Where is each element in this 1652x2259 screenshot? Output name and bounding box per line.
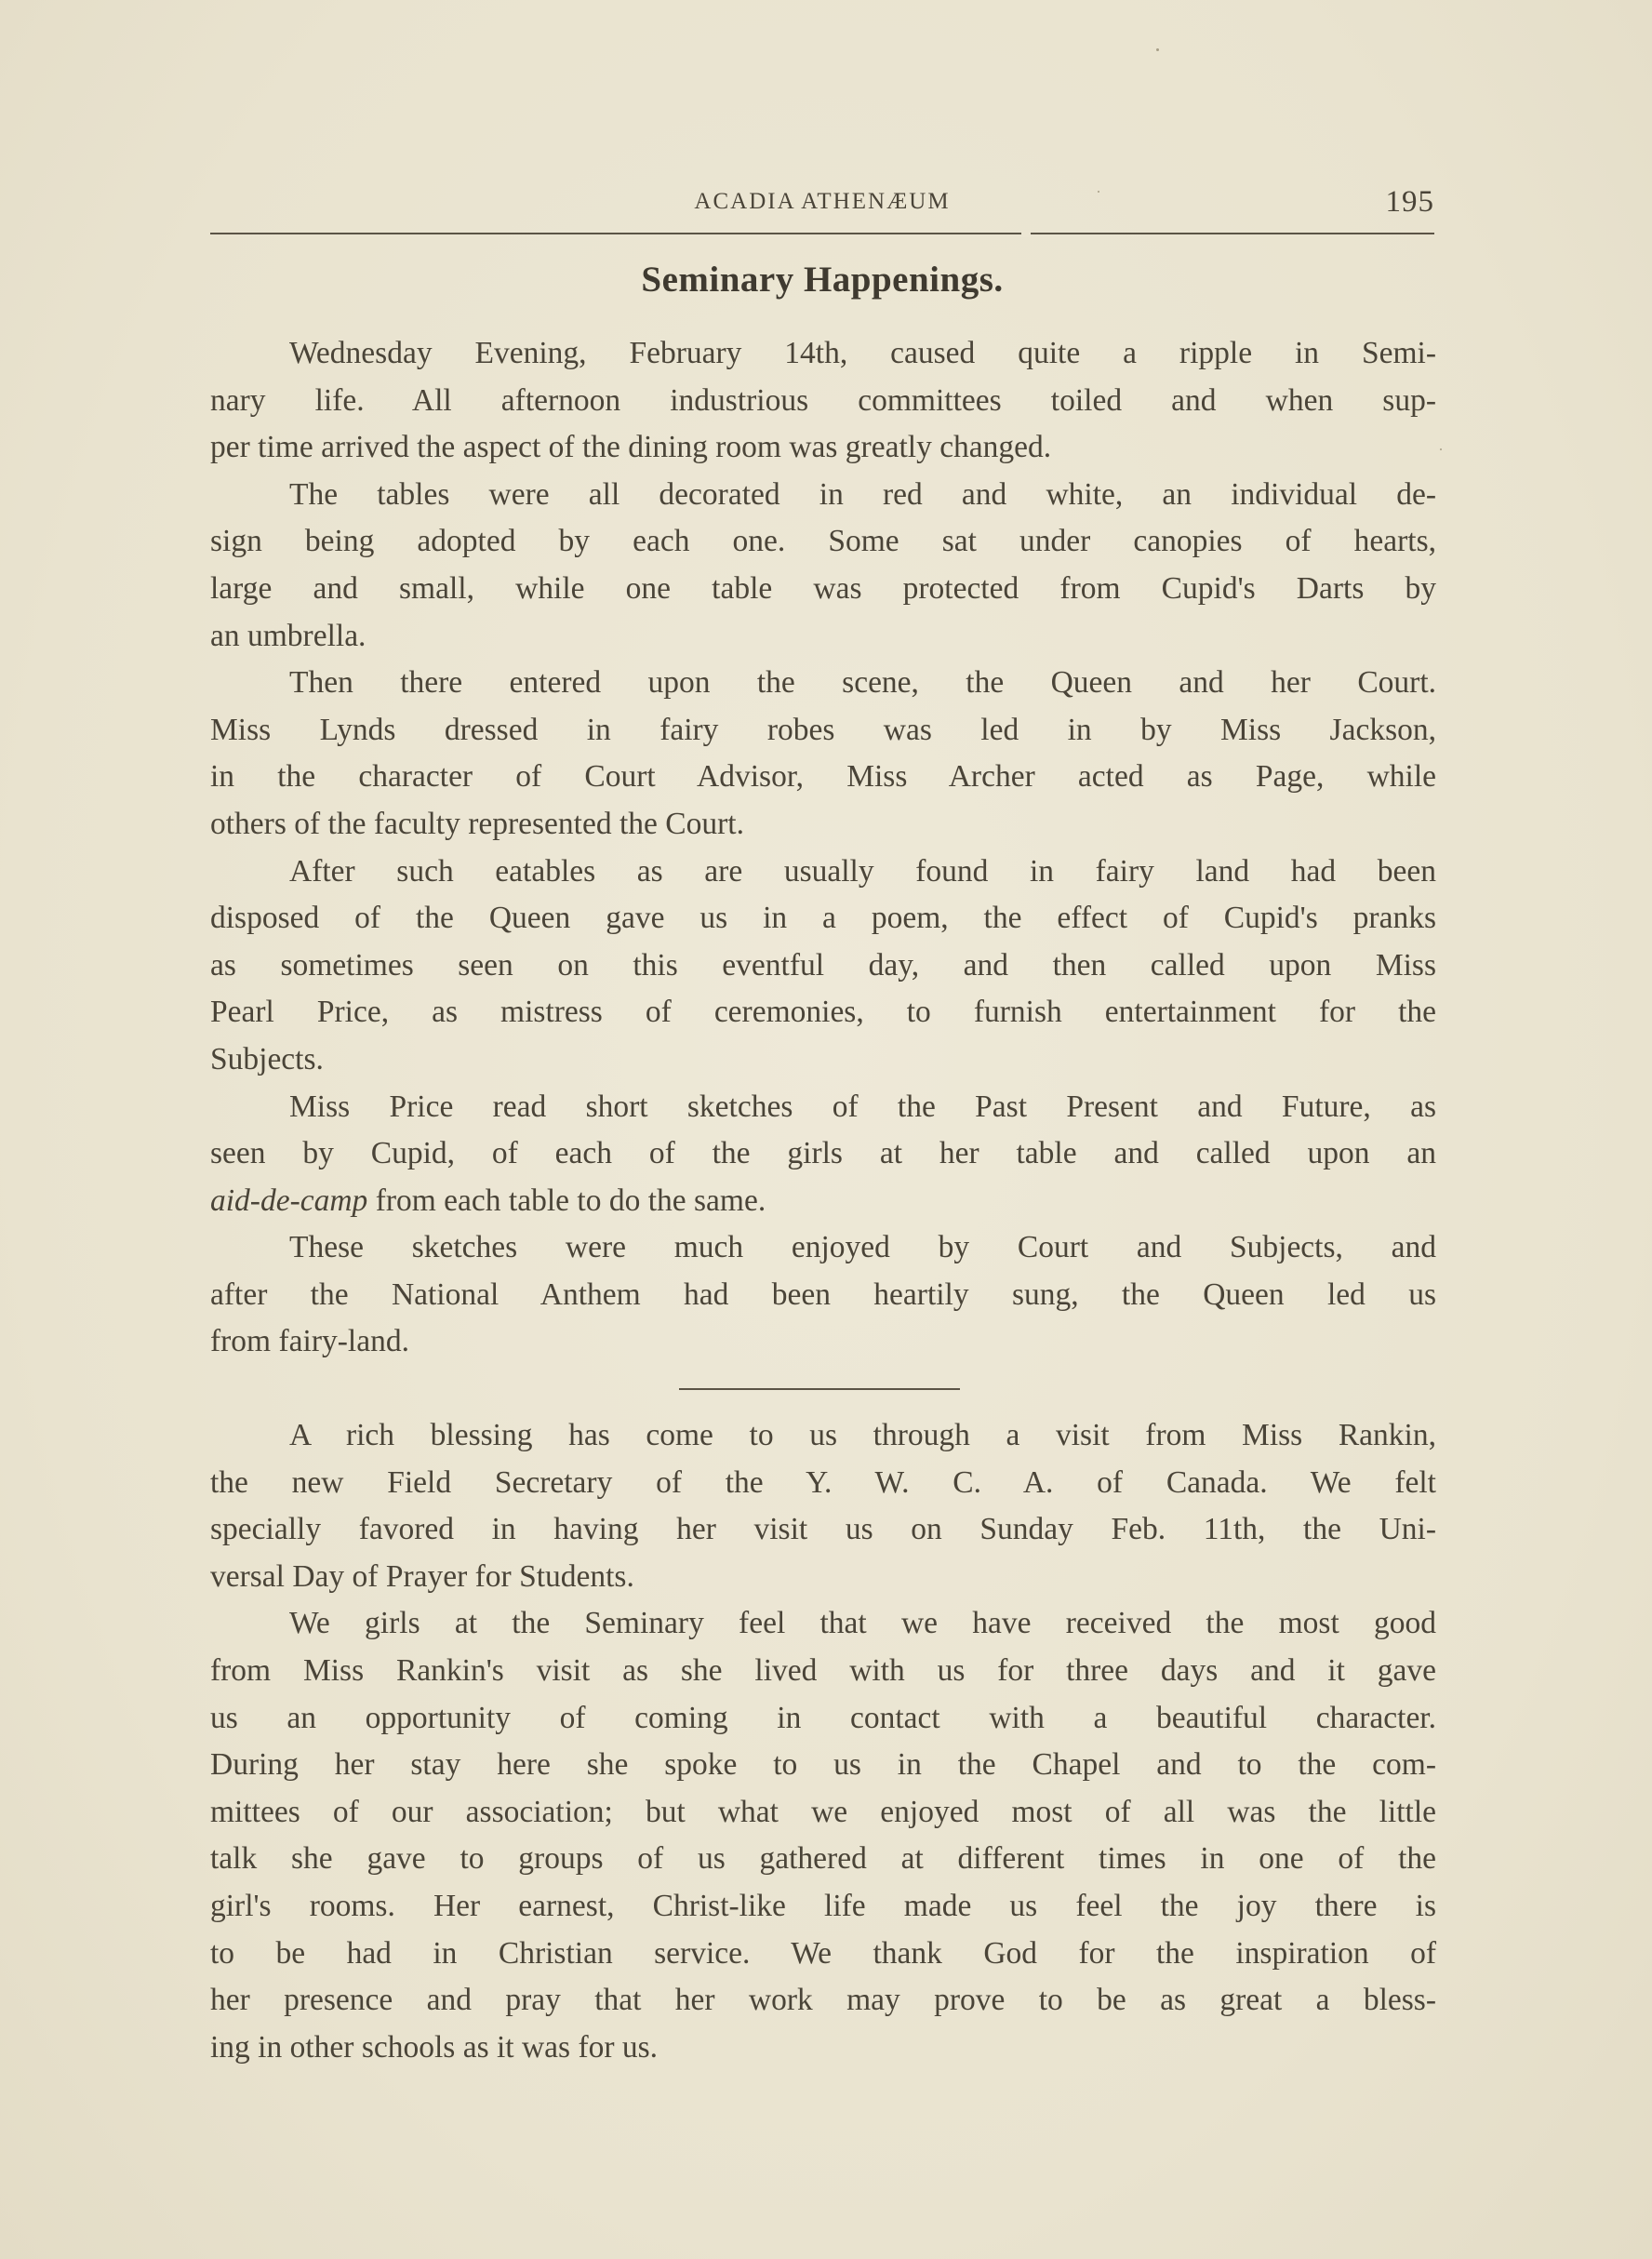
paragraph: [210, 472, 1436, 660]
text-line: to be had in Christian service. We thank God for the inspiration of: [210, 1935, 1436, 1971]
header-rule: [210, 233, 1434, 234]
text-line: disposed of the Queen gave us in a poem, the effect of Cupid's pranks: [210, 901, 1436, 936]
text-line: large and small, while one table was protected from Cupid's Darts by: [210, 570, 1436, 606]
text-line: Then there entered upon the scene, the Queen and her Court.: [289, 665, 1436, 701]
text-line: nary life. All afternoon industrious committees toiled and when sup-: [210, 382, 1436, 418]
text-line: as sometimes seen on this eventful day, and then called upon Miss: [210, 947, 1436, 982]
text-line: seen by Cupid, of each of the girls at her table and called upon an: [210, 1136, 1436, 1171]
text-line: These sketches were much enjoyed by Court and Subjects, and: [289, 1230, 1436, 1265]
paragraph: [210, 1600, 1436, 2071]
text-line: girl's rooms. Her earnest, Christ-like life made us feel the joy there is: [210, 1888, 1436, 1923]
text-fragment: from each table to do the same.: [367, 1183, 766, 1218]
text-line: A rich blessing has come to us through a visit from Miss Rankin,: [289, 1418, 1436, 1452]
text-line: Pearl Price, as mistress of ceremonies, to furnish entertainment for the: [210, 995, 1436, 1030]
text-line: The tables were all decorated in red and white, an individual de-: [289, 476, 1436, 512]
running-head: [210, 185, 1434, 226]
text-line: [210, 1178, 1436, 1225]
paper-speck: [1440, 448, 1442, 450]
text-line: per time arrived the aspect of the dining room was greatly changed.: [210, 430, 1052, 465]
text-line: specially favored in having her visit us on Sunday Feb. 11th, the Uni-: [210, 1512, 1436, 1547]
header-rule-break: [1021, 230, 1031, 237]
article-ywca-visit: [210, 1412, 1436, 2071]
paragraph: [210, 660, 1436, 848]
paragraph: [210, 1224, 1436, 1366]
text-line: the new Field Secretary of the Y. W. C. A. of Canada. We felt: [210, 1464, 1436, 1500]
text-line: talk she gave to groups of us gathered at different times in one of the: [210, 1841, 1436, 1877]
paper-speck: [1156, 48, 1159, 51]
section-title: Seminary Happenings.: [641, 260, 1004, 300]
text-line: from Miss Rankin's visit as she lived with us for three days and it gave: [210, 1652, 1436, 1688]
paragraph: [210, 1084, 1436, 1225]
text-line: Miss Price read short sketches of the Past Present and Future, as: [289, 1089, 1436, 1124]
journal-title: ACADIA ATHENÆUM: [694, 189, 951, 214]
text-line: from fairy-land.: [210, 1324, 409, 1359]
section-divider: [679, 1388, 960, 1390]
text-line: us an opportunity of coming in contact with a beautiful character.: [210, 1700, 1436, 1735]
text-line: Miss Lynds dressed in fairy robes was led in by Miss Jackson,: [210, 712, 1436, 747]
page-number: 195: [1385, 185, 1434, 219]
text-line: an umbrella.: [210, 618, 366, 653]
text-line: We girls at the Seminary feel that we have received the most good: [289, 1606, 1436, 1641]
text-line: her presence and pray that her work may prove to be as great a bless-: [210, 1983, 1436, 2018]
paragraph: [210, 1412, 1436, 1600]
text-line: After such eatables as are usually found in fairy land had been: [289, 853, 1436, 889]
paragraph: [210, 849, 1436, 1084]
text-line: During her stay here she spoke to us in the Chapel and to the com-: [210, 1747, 1436, 1783]
text-line: mittees of our association; but what we enjoyed most of all was the little: [210, 1794, 1436, 1829]
text-line: versal Day of Prayer for Students.: [210, 1558, 634, 1594]
article-seminary-happenings: [210, 330, 1436, 1366]
text-line: Wednesday Evening, February 14th, caused quite a ripple in Semi-: [289, 336, 1436, 370]
text-line: in the character of Court Advisor, Miss Archer acted as Page, while: [210, 759, 1436, 795]
paragraph: [210, 330, 1436, 472]
italic-phrase: aid-de-camp: [210, 1183, 368, 1218]
paper-speck: [1098, 191, 1099, 193]
text-line: ing in other schools as it was for us.: [210, 2029, 659, 2065]
text-line: Subjects.: [210, 1041, 324, 1076]
text-line: others of the faculty represented the Court.: [210, 806, 744, 841]
text-line: sign being adopted by each one. Some sat under canopies of hearts,: [210, 524, 1436, 559]
text-line: after the National Anthem had been heartily sung, the Queen led us: [210, 1277, 1436, 1312]
